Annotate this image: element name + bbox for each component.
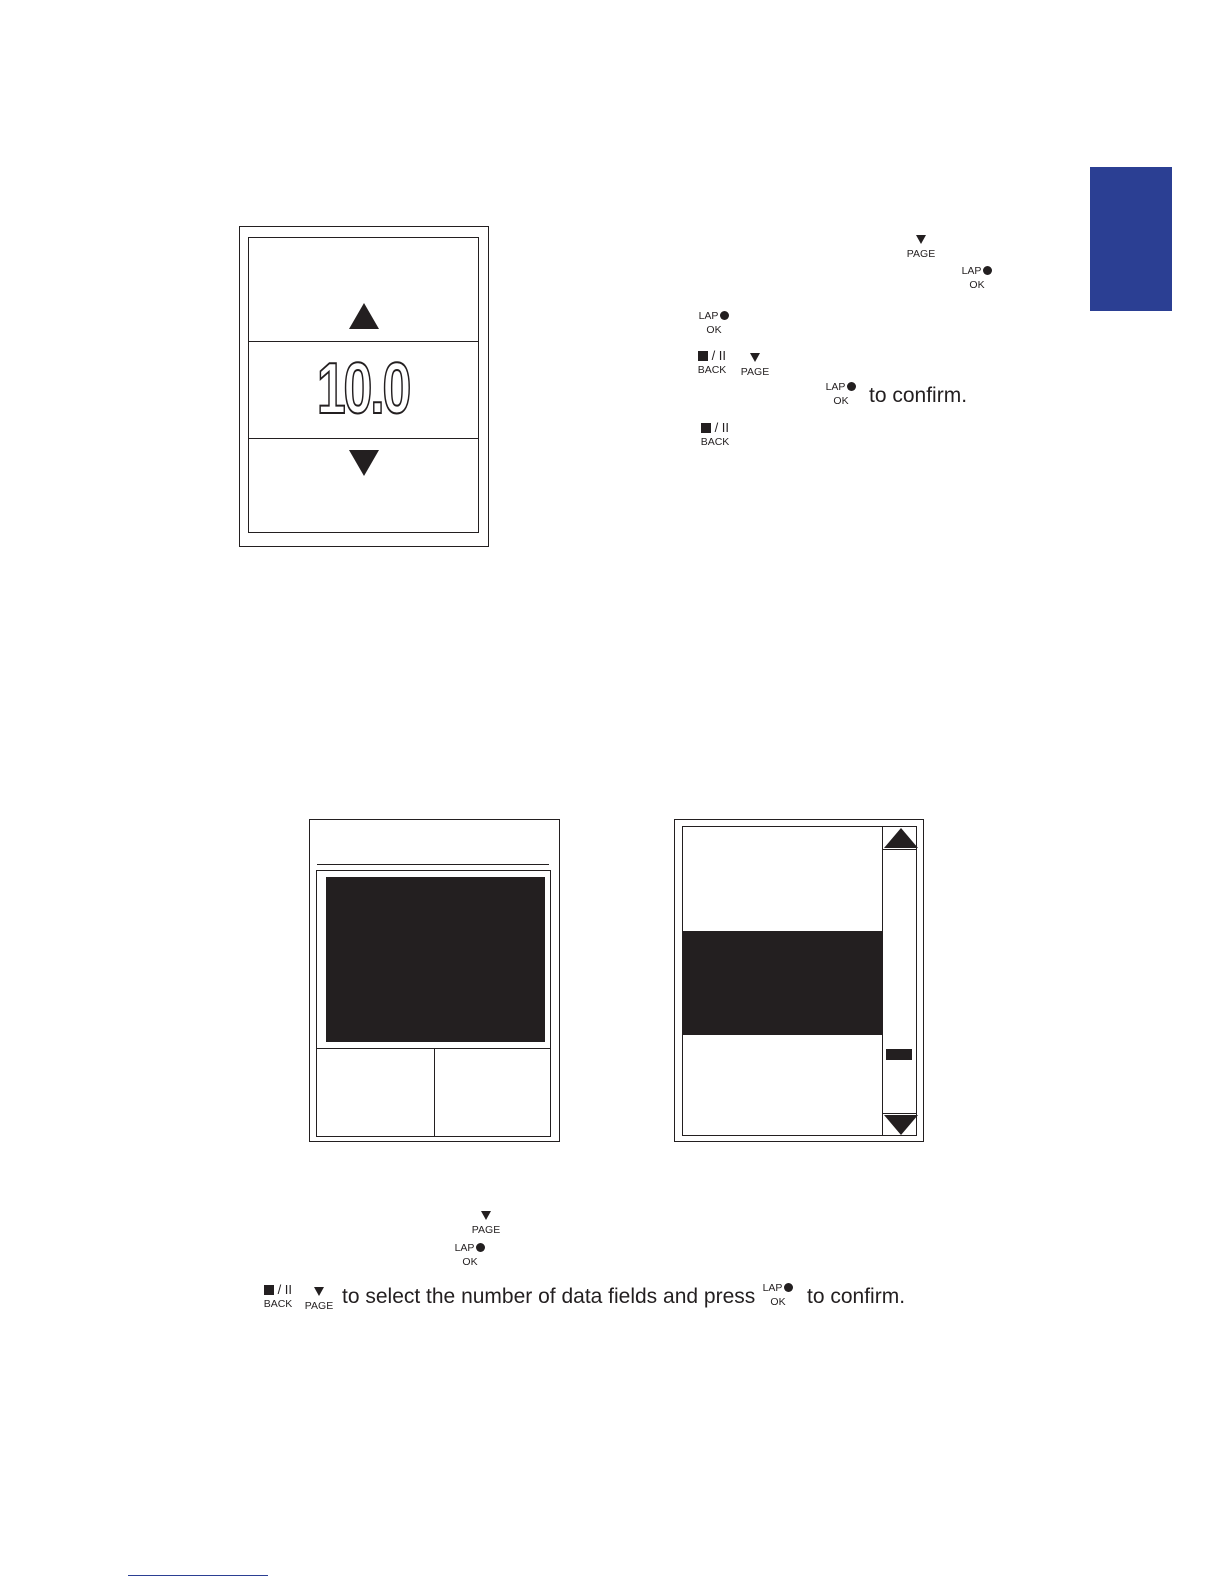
divider xyxy=(248,438,479,439)
page-key-icon: PAGE xyxy=(725,351,785,378)
scroll-down-icon[interactable] xyxy=(884,1115,918,1135)
arrow-down-icon[interactable] xyxy=(349,450,379,476)
lap-ok-key-icon: LAP OK xyxy=(947,264,1007,291)
lap-ok-key-icon: LAP OK xyxy=(440,1241,500,1268)
arrow-up-icon[interactable] xyxy=(349,303,379,329)
scrollbar-track xyxy=(882,826,883,1136)
scrollbar-thumb[interactable] xyxy=(886,1049,912,1060)
back-key-icon: / II BACK xyxy=(263,1282,293,1310)
field-count-list-screen xyxy=(674,819,924,1142)
select-fields-text: to select the number of data fields and press xyxy=(342,1285,756,1308)
selected-data-field xyxy=(326,877,545,1042)
lap-ok-key-icon: LAP OK xyxy=(684,309,744,336)
scroll-up-divider xyxy=(882,849,917,850)
title-underline xyxy=(317,864,549,865)
lap-ok-key-icon: LAP OK xyxy=(811,380,871,407)
confirm-text: to confirm. xyxy=(869,384,968,407)
altitude-value: 10.0 xyxy=(316,349,410,429)
scroll-down-divider xyxy=(882,1113,917,1114)
section-tab xyxy=(1090,167,1172,311)
altitude-screen xyxy=(239,226,489,547)
page-key-icon: PAGE xyxy=(891,233,951,260)
confirm-text: to confirm. xyxy=(807,1285,906,1308)
page-key-icon: PAGE xyxy=(456,1209,516,1236)
back-key-icon: / II BACK xyxy=(700,420,730,448)
divider xyxy=(248,341,479,342)
lap-ok-key-icon: LAP OK xyxy=(748,1281,808,1308)
divider xyxy=(434,1048,435,1137)
scroll-up-icon[interactable] xyxy=(884,828,918,848)
selected-list-item[interactable] xyxy=(683,931,883,1035)
data-field-layout-screen xyxy=(309,819,560,1142)
back-key-icon: / II BACK xyxy=(697,348,727,376)
footer-link[interactable] xyxy=(128,1575,268,1576)
page-key-icon: PAGE xyxy=(289,1285,349,1312)
